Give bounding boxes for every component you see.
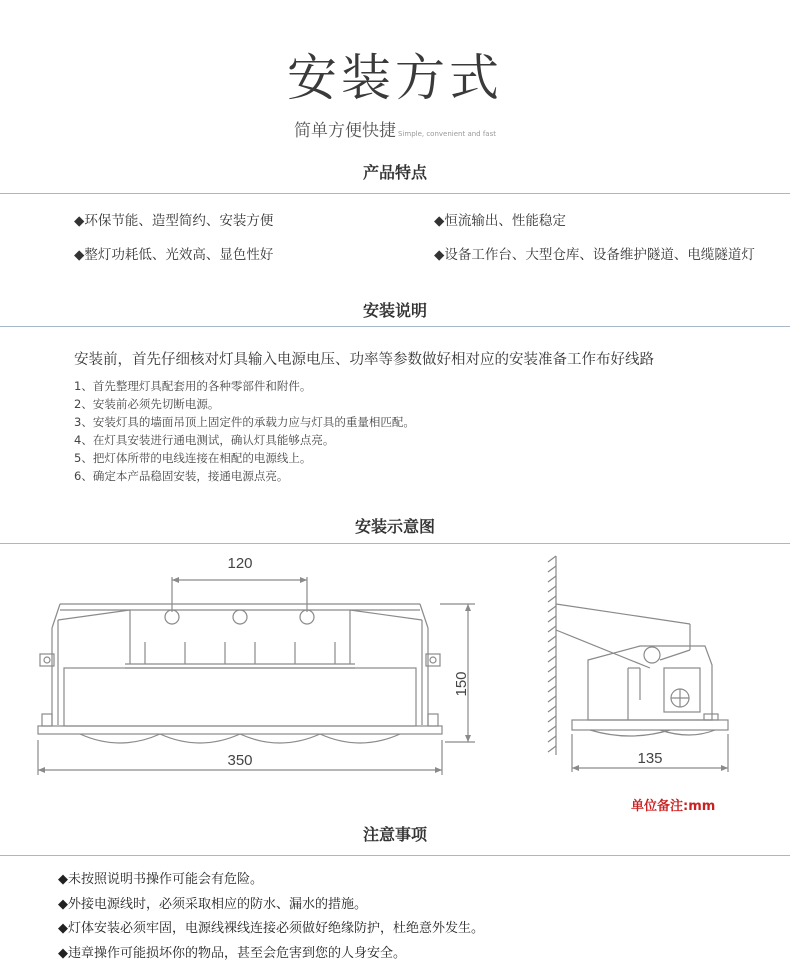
note-item: ◆灯体安装必须牢固，电源线裸线连接必须做好绝缘防护，杜绝意外发生。 (58, 921, 485, 936)
step-item: 4、在灯具安装进行通电测试，确认灯具能够点亮。 (74, 433, 335, 447)
bullet-diamond-icon: ◆ (74, 247, 85, 263)
bullet-diamond-icon: ◆ (58, 945, 68, 961)
instructions-steps (74, 377, 415, 485)
unit-note: 单位备注:mm (631, 799, 716, 814)
diagram-heading: 安装示意图 (354, 517, 435, 536)
bullet-diamond-icon: ◆ (434, 213, 445, 229)
dimension-height-label: 150 (453, 671, 470, 697)
notes-divider (0, 855, 790, 856)
note-item: ◆未按照说明书操作可能会有危险。 (58, 872, 264, 887)
notes-heading: 注意事项 (362, 825, 427, 844)
features-divider (0, 193, 790, 194)
step-item: 1、首先整理灯具配套用的各种零部件和附件。 (74, 379, 312, 393)
front-view-drawing (38, 555, 475, 775)
step-item: 6、确定本产品稳固安装，接通电源点亮。 (74, 469, 289, 483)
bullet-diamond-icon: ◆ (74, 213, 85, 229)
dimension-holes-label: 120 (227, 555, 253, 572)
step-item: 5、把灯体所带的电线连接在相配的电源线上。 (74, 451, 312, 465)
feature-item: ◆恒流输出、性能稳定 (434, 213, 566, 229)
bullet-diamond-icon: ◆ (58, 921, 68, 936)
features-heading: 产品特点 (362, 163, 427, 182)
bullet-diamond-icon: ◆ (434, 247, 445, 263)
diagram-divider (0, 543, 790, 544)
page-title: 安装方式 (287, 49, 503, 107)
instructions-intro: 安装前，首先仔细核对灯具输入电源电压、功率等参数做好相对应的安装准备工作布好线路 (74, 352, 654, 368)
feature-item: ◆环保节能、造型简约、安装方便 (74, 213, 274, 229)
step-item: 2、安装前必须先切断电源。 (74, 397, 220, 411)
dimension-width-label: 350 (227, 752, 253, 769)
note-item: ◆外接电源线时，必须采取相应的防水、漏水的措施。 (58, 896, 368, 912)
feature-item: ◆整灯功耗低、光效高、显色性好 (74, 247, 274, 263)
bullet-diamond-icon: ◆ (58, 896, 68, 912)
note-item: ◆违章操作可能损坏你的物品，甚至会危害到您的人身安全。 (58, 945, 407, 961)
subtitle-english: Simple, convenient and fast (397, 130, 496, 138)
page-subtitle (0, 116, 790, 141)
step-item: 3、安装灯具的墙面吊顶上固定件的承载力应与灯具的重量相匹配。 (74, 415, 415, 429)
feature-item: ◆设备工作台、大型仓库、设备维护隧道、电缆隧道灯 (434, 247, 755, 263)
notes-list (58, 868, 484, 966)
instructions-divider (0, 326, 790, 327)
subtitle-text: 简单方便快捷 (293, 121, 396, 141)
bullet-diamond-icon: ◆ (58, 872, 68, 887)
instructions-heading: 安装说明 (362, 301, 427, 320)
dimension-depth-label: 135 (637, 750, 663, 767)
installation-diagram (0, 546, 790, 796)
side-view-drawing (548, 556, 728, 772)
